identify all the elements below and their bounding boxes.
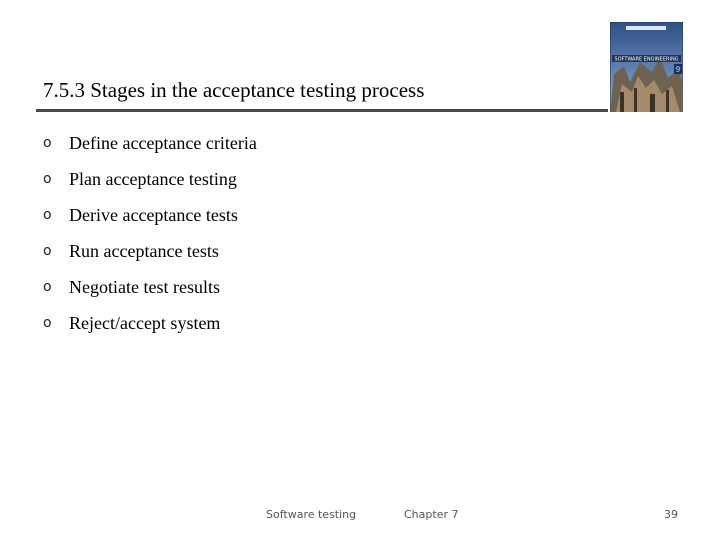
bullet-marker-icon: o [43,243,52,259]
bullet-text: Run acceptance tests [69,241,219,261]
bullet-item [43,131,257,167]
bullet-item [43,275,257,311]
bullet-list [43,131,257,347]
bullet-marker-icon: o [43,315,52,331]
bullet-item [43,167,257,203]
bullet-text: Plan acceptance testing [69,169,237,189]
bullet-marker-icon: o [43,135,52,151]
slide-title: 7.5.3 Stages in the acceptance testing process [43,78,425,102]
bullet-marker-icon: o [43,207,52,223]
bullet-text: Define acceptance criteria [69,133,257,153]
bullet-item [43,239,257,275]
title-underline [36,109,608,112]
bullet-marker-icon: o [43,171,52,187]
bullet-item [43,311,257,347]
book-cover-image [610,22,683,112]
book-cover-edition: 9 [675,65,681,74]
book-cover-title: SOFTWARE ENGINEERING [614,56,679,63]
footer-topic: Software testing [266,508,357,521]
bullet-item [43,203,257,239]
page-number: 39 [664,508,678,521]
footer-chapter: Chapter 7 [404,508,459,521]
bullet-text: Negotiate test results [69,277,220,297]
bullet-text: Reject/accept system [69,313,221,333]
bullet-text: Derive acceptance tests [69,205,238,225]
bullet-marker-icon: o [43,279,52,295]
